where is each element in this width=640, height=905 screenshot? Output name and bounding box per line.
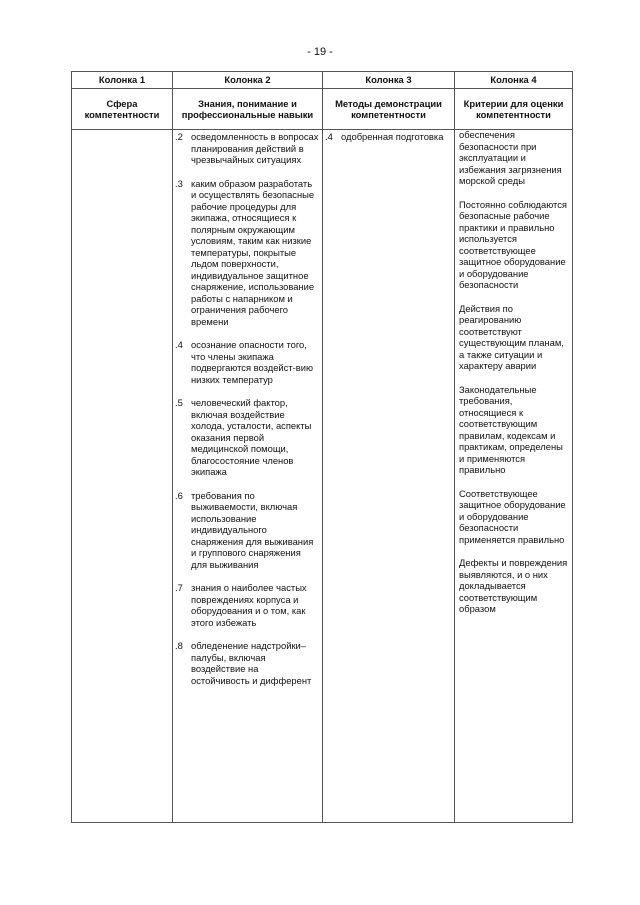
item-text: требования по выживаемости, включая использование индивидуального снаряжения для выживания и группового снаряжения для выживания: [191, 489, 314, 570]
competence-table: [71, 71, 573, 823]
column-title-row: [72, 89, 573, 130]
knowledge-item: [173, 178, 322, 328]
knowledge-item: [173, 397, 322, 478]
criterion: Постоянно соблюдаются безопасные рабочие практики и правильно используется соответствующее защитное оборудование и оборудование безопасности: [459, 198, 568, 290]
content-row: [72, 130, 573, 823]
item-number: .6: [175, 489, 183, 501]
item-text: одобренная подготовка: [341, 131, 444, 142]
column-number-row: [72, 72, 573, 89]
item-text: осведомленность в вопросах планирования действий в чрезвычайных ситуациях: [191, 131, 319, 165]
column-3-header: Колонка 3: [323, 72, 455, 89]
item-text: человеческий фактор, включая воздействие холода, усталости, аспекты оказания первой медицинской помощи, благосостояние членов экипажа: [191, 397, 312, 477]
item-text: осознание опасности того, что члены экипажа подвергаются воздейст-вию низких температур: [191, 339, 314, 385]
page-number: - 19 -: [307, 46, 333, 58]
knowledge-item: [173, 339, 322, 385]
method-item: [323, 131, 454, 143]
criterion: Законодательные требования, относящиеся к соответствующим правилам, кодексам и практикам, определены и применяются правильно: [459, 383, 563, 475]
criterion: Действия по реагированию соответствуют существующим планам, а также ситуации и характеру аварии: [459, 302, 564, 371]
knowledge-item: [173, 131, 322, 166]
criterion: обеспечения безопасности при эксплуатации и избежания загрязнения морской среды: [459, 129, 562, 186]
item-number: .4: [325, 131, 333, 142]
item-number: .2: [175, 131, 183, 142]
knowledge-item: [173, 582, 322, 628]
column-1-header: Колонка 1: [72, 72, 173, 89]
criteria-header: Критерии для оценки компетентности: [455, 89, 573, 130]
criterion: Дефекты и повреждения выявляются, и о них докладывается соответствующим образом: [459, 557, 568, 614]
item-number: .5: [175, 397, 183, 408]
methods-cell: [323, 130, 455, 823]
knowledge-header: Знания, понимание и профессиональные навыки: [173, 89, 323, 130]
methods-header: Методы демонстрации компетентности: [323, 89, 455, 130]
item-text: обледенение надстройки–палубы, включая воздействие на остойчивость и дифферент: [191, 640, 312, 686]
item-number: .8: [175, 640, 183, 651]
competence-area-cell: [72, 130, 173, 823]
knowledge-cell: [173, 130, 323, 823]
knowledge-item: [173, 640, 322, 686]
item-number: .3: [175, 177, 183, 189]
knowledge-item: [173, 490, 322, 571]
column-4-header: Колонка 4: [455, 72, 573, 89]
criteria-cell: [455, 130, 573, 823]
item-number: .4: [175, 339, 183, 350]
item-number: .7: [175, 582, 183, 593]
column-2-header: Колонка 2: [173, 72, 323, 89]
competence-area-header: Сфера компетентности: [72, 89, 173, 130]
item-text: знания о наиболее частых повреждениях корпуса и оборудования и о том, как этого избежать: [191, 582, 307, 628]
item-text: каким образом разработать и осуществлять безопасные рабочие процедуры для экипажа, относящиеся к полярным окружающим условиям, таким как низкие температуры, покрытые льдом поверхности, индивидуальное защитное снаряжение, использование работы с напарником и ограничения рабочего времени: [191, 177, 315, 327]
criterion: Соответствующее защитное оборудование и оборудование безопасности применяется правильно: [459, 487, 566, 545]
